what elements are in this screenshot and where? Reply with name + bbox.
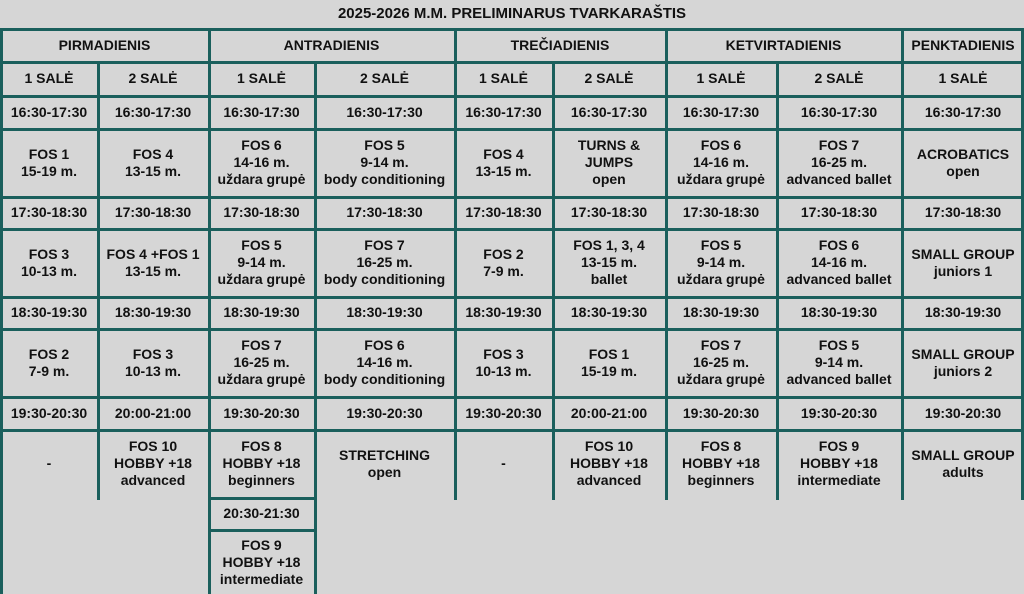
time-cell: 19:30-20:30 [456,398,551,428]
class-line: FOS 8 [700,438,742,454]
class-line: adults [942,463,984,480]
class-line: uždara grupė [217,171,306,187]
class-line: 13-15 m. [124,262,182,279]
grid-border [208,28,211,500]
class-entry [581,346,637,380]
class-line: 16-25 m. [810,154,868,170]
grid-border [314,497,317,594]
class-entry [786,137,891,188]
class-line: FOS 5 [700,237,742,253]
class-line: - [501,455,506,471]
class-entry [573,237,645,288]
class-line: FOS 7 [241,337,282,353]
time-cell: 19:30-20:30 [778,398,900,428]
time-cell: 17:30-18:30 [99,198,207,227]
time-cell: 19:30-20:30 [903,398,1023,428]
class-entry [917,146,1009,180]
class-line: FOS 3 [28,245,70,262]
class-line: uždara grupė [677,171,765,187]
class-line: 16-25 m. [233,354,290,370]
class-entry [220,537,303,588]
class-line: 16-25 m. [692,354,750,370]
grid-border [776,61,779,500]
class-line: advanced ballet [786,171,892,187]
class-line: FOS 1 [588,345,630,362]
time-cell: 18:30-19:30 [778,298,900,327]
hall-header: 1 SALĖ [210,63,313,94]
time-cell: 17:30-18:30 [778,198,900,227]
class-cell [667,330,775,395]
class-line: FOS 5 [818,337,860,353]
class-cell [778,330,900,395]
time-cell: 20:00-21:00 [554,398,664,428]
grid-border [0,228,1024,231]
class-cell [210,230,313,295]
class-line: body conditioning [323,171,446,187]
class-entry [501,455,506,472]
time-cell: 16:30-17:30 [210,97,313,127]
class-line: 10-13 m. [20,262,78,279]
grid-border [97,61,100,500]
class-line: SMALL GROUP [911,245,1015,262]
class-cell [456,230,551,295]
class-line: advanced ballet [786,271,892,287]
time-cell: 18:30-19:30 [667,298,775,327]
time-cell: 17:30-18:30 [2,198,96,227]
class-entry [475,146,531,180]
time-cell: 19:30-20:30 [667,398,775,428]
class-cell [316,130,453,195]
class-cell [903,230,1023,295]
class-line: FOS 7 [700,337,742,353]
time-cell: 17:30-18:30 [554,198,664,227]
class-line: body conditioning [323,271,446,287]
class-line: 14-16 m. [692,154,750,170]
class-entry [218,237,306,288]
class-cell [210,330,313,395]
class-entry [218,337,306,388]
class-line: 10-13 m. [124,362,182,379]
class-entry [578,137,640,188]
class-entry [677,337,765,388]
grid-border [552,61,555,500]
hall-header: 2 SALĖ [554,63,664,94]
class-line: 14-16 m. [356,354,413,370]
day-header-2: TREČIADIENIS [456,30,664,60]
class-entry [911,246,1014,280]
class-line: FOS 6 [241,137,282,153]
class-cell [778,130,900,195]
class-cell [2,130,96,195]
class-entry [677,237,765,288]
hall-header: 1 SALĖ [667,63,775,94]
class-line: open [592,171,626,187]
class-entry [125,346,181,380]
class-entry [324,337,445,388]
class-line: ballet [590,271,628,287]
class-line: 15-19 m. [20,162,78,179]
class-entry [324,237,445,288]
day-header-4: PENKTADIENIS [903,30,1023,60]
class-cell [210,431,313,496]
class-cell [210,130,313,195]
time-cell: 20:00-21:00 [99,398,207,428]
grid-border [0,296,1024,299]
day-header-0: PIRMADIENIS [2,30,207,60]
class-cell [554,431,664,496]
class-cell [667,230,775,295]
class-line: FOS 7 [818,137,860,153]
class-line: HOBBY +18 [222,553,301,570]
class-line: uždara grupė [677,271,765,287]
class-line: 9-14 m. [696,254,746,270]
time-cell: 19:30-20:30 [2,398,96,428]
class-entry [218,137,306,188]
class-line: HOBBY +18 [222,455,301,471]
class-cell [778,230,900,295]
class-line: advanced ballet [786,371,892,387]
class-line: HOBBY +18 [682,455,760,471]
class-line: 15-19 m. [580,362,638,379]
class-line: TURNS & [577,137,641,153]
class-line: 10-13 m. [475,362,532,379]
class-line: 9-14 m. [360,154,409,170]
class-line: FOS 4 +FOS 1 [106,245,200,262]
grid-border [0,128,1024,131]
class-line: SMALL GROUP [911,345,1015,362]
class-cell [316,230,453,295]
class-line: JUMPS [584,154,634,170]
grid-border [0,61,1024,64]
time-cell: 18:30-19:30 [316,298,453,327]
class-line: body conditioning [323,371,446,387]
class-entry [21,246,77,280]
class-line: HOBBY +18 [114,455,192,471]
class-line: 13-15 m. [124,162,182,179]
class-cell [778,431,900,496]
class-line: 14-16 m. [233,154,290,170]
schedule-title: 2025-2026 M.M. PRELIMINARUS TVARKARAŠTIS [337,5,687,22]
class-entry [682,438,760,489]
class-line: FOS 4 [483,145,524,162]
time-cell: 16:30-17:30 [554,97,664,127]
time-cell: 19:30-20:30 [316,398,453,428]
class-line: intermediate [797,472,881,488]
class-line: FOS 5 [241,237,282,253]
class-line: advanced [120,472,186,488]
time-cell: 16:30-17:30 [667,97,775,127]
class-cell [667,130,775,195]
grid-border [0,396,1024,399]
class-line: beginners [228,472,295,488]
class-line: FOS 5 [364,137,405,153]
class-line: open [946,162,980,179]
class-line: 13-15 m. [475,162,532,179]
grid-border [0,497,3,594]
grid-border [208,497,211,594]
class-cell [456,431,551,496]
class-cell [316,431,453,496]
class-line: 7-9 m. [483,262,524,279]
class-line: FOS 1, 3, 4 [573,237,645,253]
class-entry [475,346,531,380]
class-entry [911,447,1014,481]
class-line: ACROBATICS [916,145,1010,162]
class-line: - [46,455,52,471]
grid-border [0,196,1024,199]
class-line: open [367,463,402,480]
grid-border [0,328,1024,331]
grid-border [454,28,457,500]
class-cell [903,330,1023,395]
class-cell [2,330,96,395]
time-cell: 16:30-17:30 [456,97,551,127]
grid-border [0,28,3,500]
class-line: SMALL GROUP [911,446,1015,463]
class-line: FOS 9 [241,536,282,553]
class-line: FOS 6 [364,337,405,353]
time-cell: 18:30-19:30 [2,298,96,327]
class-line: FOS 4 [132,145,174,162]
time-cell: 17:30-18:30 [667,198,775,227]
class-cell [667,431,775,496]
class-entry [107,246,200,280]
class-line: advanced [576,472,642,488]
class-entry [21,146,77,180]
class-line: STRETCHING [339,446,430,463]
class-line: uždara grupė [217,371,306,387]
grid-border [901,28,904,500]
class-cell [99,230,207,295]
time-cell: 18:30-19:30 [903,298,1023,327]
hall-header: 1 SALĖ [903,63,1023,94]
day-header-3: KETVIRTADIENIS [667,30,900,60]
class-cell [316,330,453,395]
time-cell: 17:30-18:30 [456,198,551,227]
grid-border [665,28,668,500]
class-line: FOS 7 [364,237,405,253]
grid-border [0,429,1024,432]
time-cell: 20:30-21:30 [210,499,313,528]
day-header-1: ANTRADIENIS [210,30,453,60]
class-line: FOS 3 [483,345,524,362]
class-line: 7-9 m. [28,362,70,379]
class-cell [99,431,207,496]
time-cell: 16:30-17:30 [778,97,900,127]
class-line: 9-14 m. [814,354,864,370]
class-cell [2,230,96,295]
class-line: juniors 2 [933,362,993,379]
class-cell [99,330,207,395]
class-cell [903,431,1023,496]
hall-header: 1 SALĖ [456,63,551,94]
time-cell: 18:30-19:30 [99,298,207,327]
class-cell [554,230,664,295]
time-cell: 16:30-17:30 [316,97,453,127]
class-entry [47,455,52,472]
class-line: FOS 2 [483,245,524,262]
class-line: HOBBY +18 [800,455,878,471]
time-cell: 16:30-17:30 [903,97,1023,127]
class-cell [903,130,1023,195]
class-cell [554,130,664,195]
hall-header: 2 SALĖ [99,63,207,94]
grid-border [208,497,314,500]
class-entry [324,137,445,188]
class-cell [554,330,664,395]
class-entry [223,438,301,489]
class-cell [2,431,96,496]
time-cell: 18:30-19:30 [554,298,664,327]
class-entry [570,438,648,489]
class-line: uždara grupė [677,371,765,387]
class-cell [456,330,551,395]
grid-border [0,28,1024,31]
class-entry [786,237,891,288]
time-cell: 16:30-17:30 [99,97,207,127]
class-entry [677,137,765,188]
class-line: intermediate [219,570,304,587]
time-cell: 18:30-19:30 [210,298,313,327]
grid-border [314,61,317,500]
class-line: FOS 1 [28,145,70,162]
time-cell: 19:30-20:30 [210,398,313,428]
class-cell [99,130,207,195]
time-cell: 17:30-18:30 [316,198,453,227]
class-line: uždara grupė [217,271,306,287]
hall-header: 2 SALĖ [316,63,453,94]
time-cell: 17:30-18:30 [903,198,1023,227]
time-cell: 16:30-17:30 [2,97,96,127]
class-line: 9-14 m. [237,254,286,270]
class-line: FOS 9 [818,438,860,454]
class-line: FOS 2 [28,345,70,362]
class-line: FOS 10 [584,438,634,454]
class-entry [29,346,69,380]
class-entry [125,146,181,180]
hall-header: 2 SALĖ [778,63,900,94]
class-entry [339,447,430,481]
class-cell [456,130,551,195]
class-line: 13-15 m. [580,254,638,270]
hall-header: 1 SALĖ [2,63,96,94]
class-line: FOS 6 [700,137,742,153]
class-line: FOS 3 [132,345,174,362]
class-line: juniors 1 [933,262,993,279]
time-cell: 17:30-18:30 [210,198,313,227]
class-entry [483,246,523,280]
class-line: FOS 8 [241,438,282,454]
class-line: FOS 10 [128,438,178,454]
class-line: 16-25 m. [356,254,413,270]
class-line: 14-16 m. [810,254,868,270]
class-entry [797,438,880,489]
grid-border [208,529,314,532]
class-line: beginners [687,472,755,488]
class-entry [114,438,192,489]
grid-border [0,95,1024,98]
class-cell [210,531,313,593]
class-entry [911,346,1014,380]
time-cell: 18:30-19:30 [456,298,551,327]
class-entry [786,337,891,388]
class-line: FOS 6 [818,237,860,253]
class-line: HOBBY +18 [570,455,648,471]
